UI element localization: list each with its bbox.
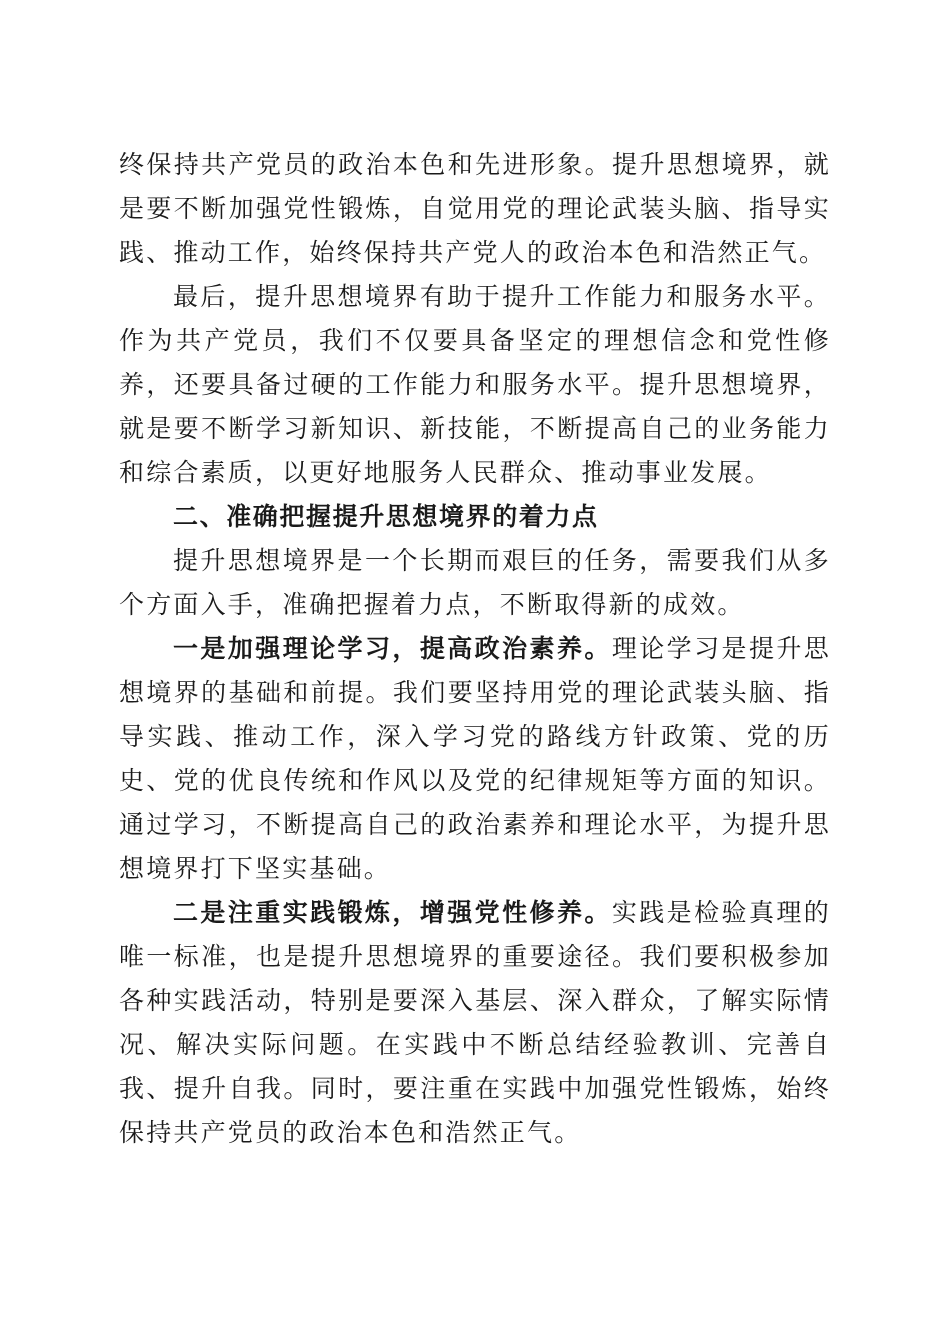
paragraph-intro: 提升思想境界是一个长期而艰巨的任务，需要我们从多个方面入手，准确把握着力点，不断取得新的成效。 bbox=[119, 546, 831, 619]
document-body bbox=[119, 143, 831, 1155]
paragraph-continued: 终保持共产党员的政治本色和先进形象。提升思想境界，就是要不断加强党性锻炼，自觉用党的理论武装头脑、指导实践、推动工作，始终保持共产党人的政治本色和浩然正气。 bbox=[119, 150, 831, 267]
paragraph-finally: 最后，提升思想境界有助于提升工作能力和服务水平。作为共产党员，我们不仅要具备坚定的理想信念和党性修养，还要具备过硬的工作能力和服务水平。提升思想境界，就是要不断学习新知识、新技能，不断提高自己的业务能力和综合素质，以更好地服务人民群众、推动事业发展。 bbox=[119, 282, 831, 487]
paragraph-body: 实践是检验真理的唯一标准，也是提升思想境界的重要途径。我们要积极参加各种实践活动，特别是要深入基层、深入群众，了解实际情况、解决实际问题。在实践中不断总结经验教训、完善自我、提升自我。同时，要注重在实践中加强党性锻炼，始终保持共产党员的政治本色和浩然正气。 bbox=[119, 898, 831, 1147]
paragraph-lead: 二是注重实践锻炼，增强党性修养。 bbox=[173, 898, 612, 927]
paragraph-body: 理论学习是提升思想境界的基础和前提。我们要坚持用党的理论武装头脑、指导实践、推动工作，深入学习党的路线方针政策、党的历史、党的优良传统和作风以及党的纪律规矩等方面的知识。通过学习，不断提高自己的政治素养和理论水平，为提升思想境界打下坚实基础。 bbox=[119, 634, 831, 883]
paragraph-lead: 一是加强理论学习，提高政治素养。 bbox=[173, 634, 612, 663]
section-heading: 二、准确把握提升思想境界的着力点 bbox=[173, 502, 599, 531]
paragraph-theory-study bbox=[119, 627, 831, 891]
paragraph-practice bbox=[119, 891, 831, 1155]
